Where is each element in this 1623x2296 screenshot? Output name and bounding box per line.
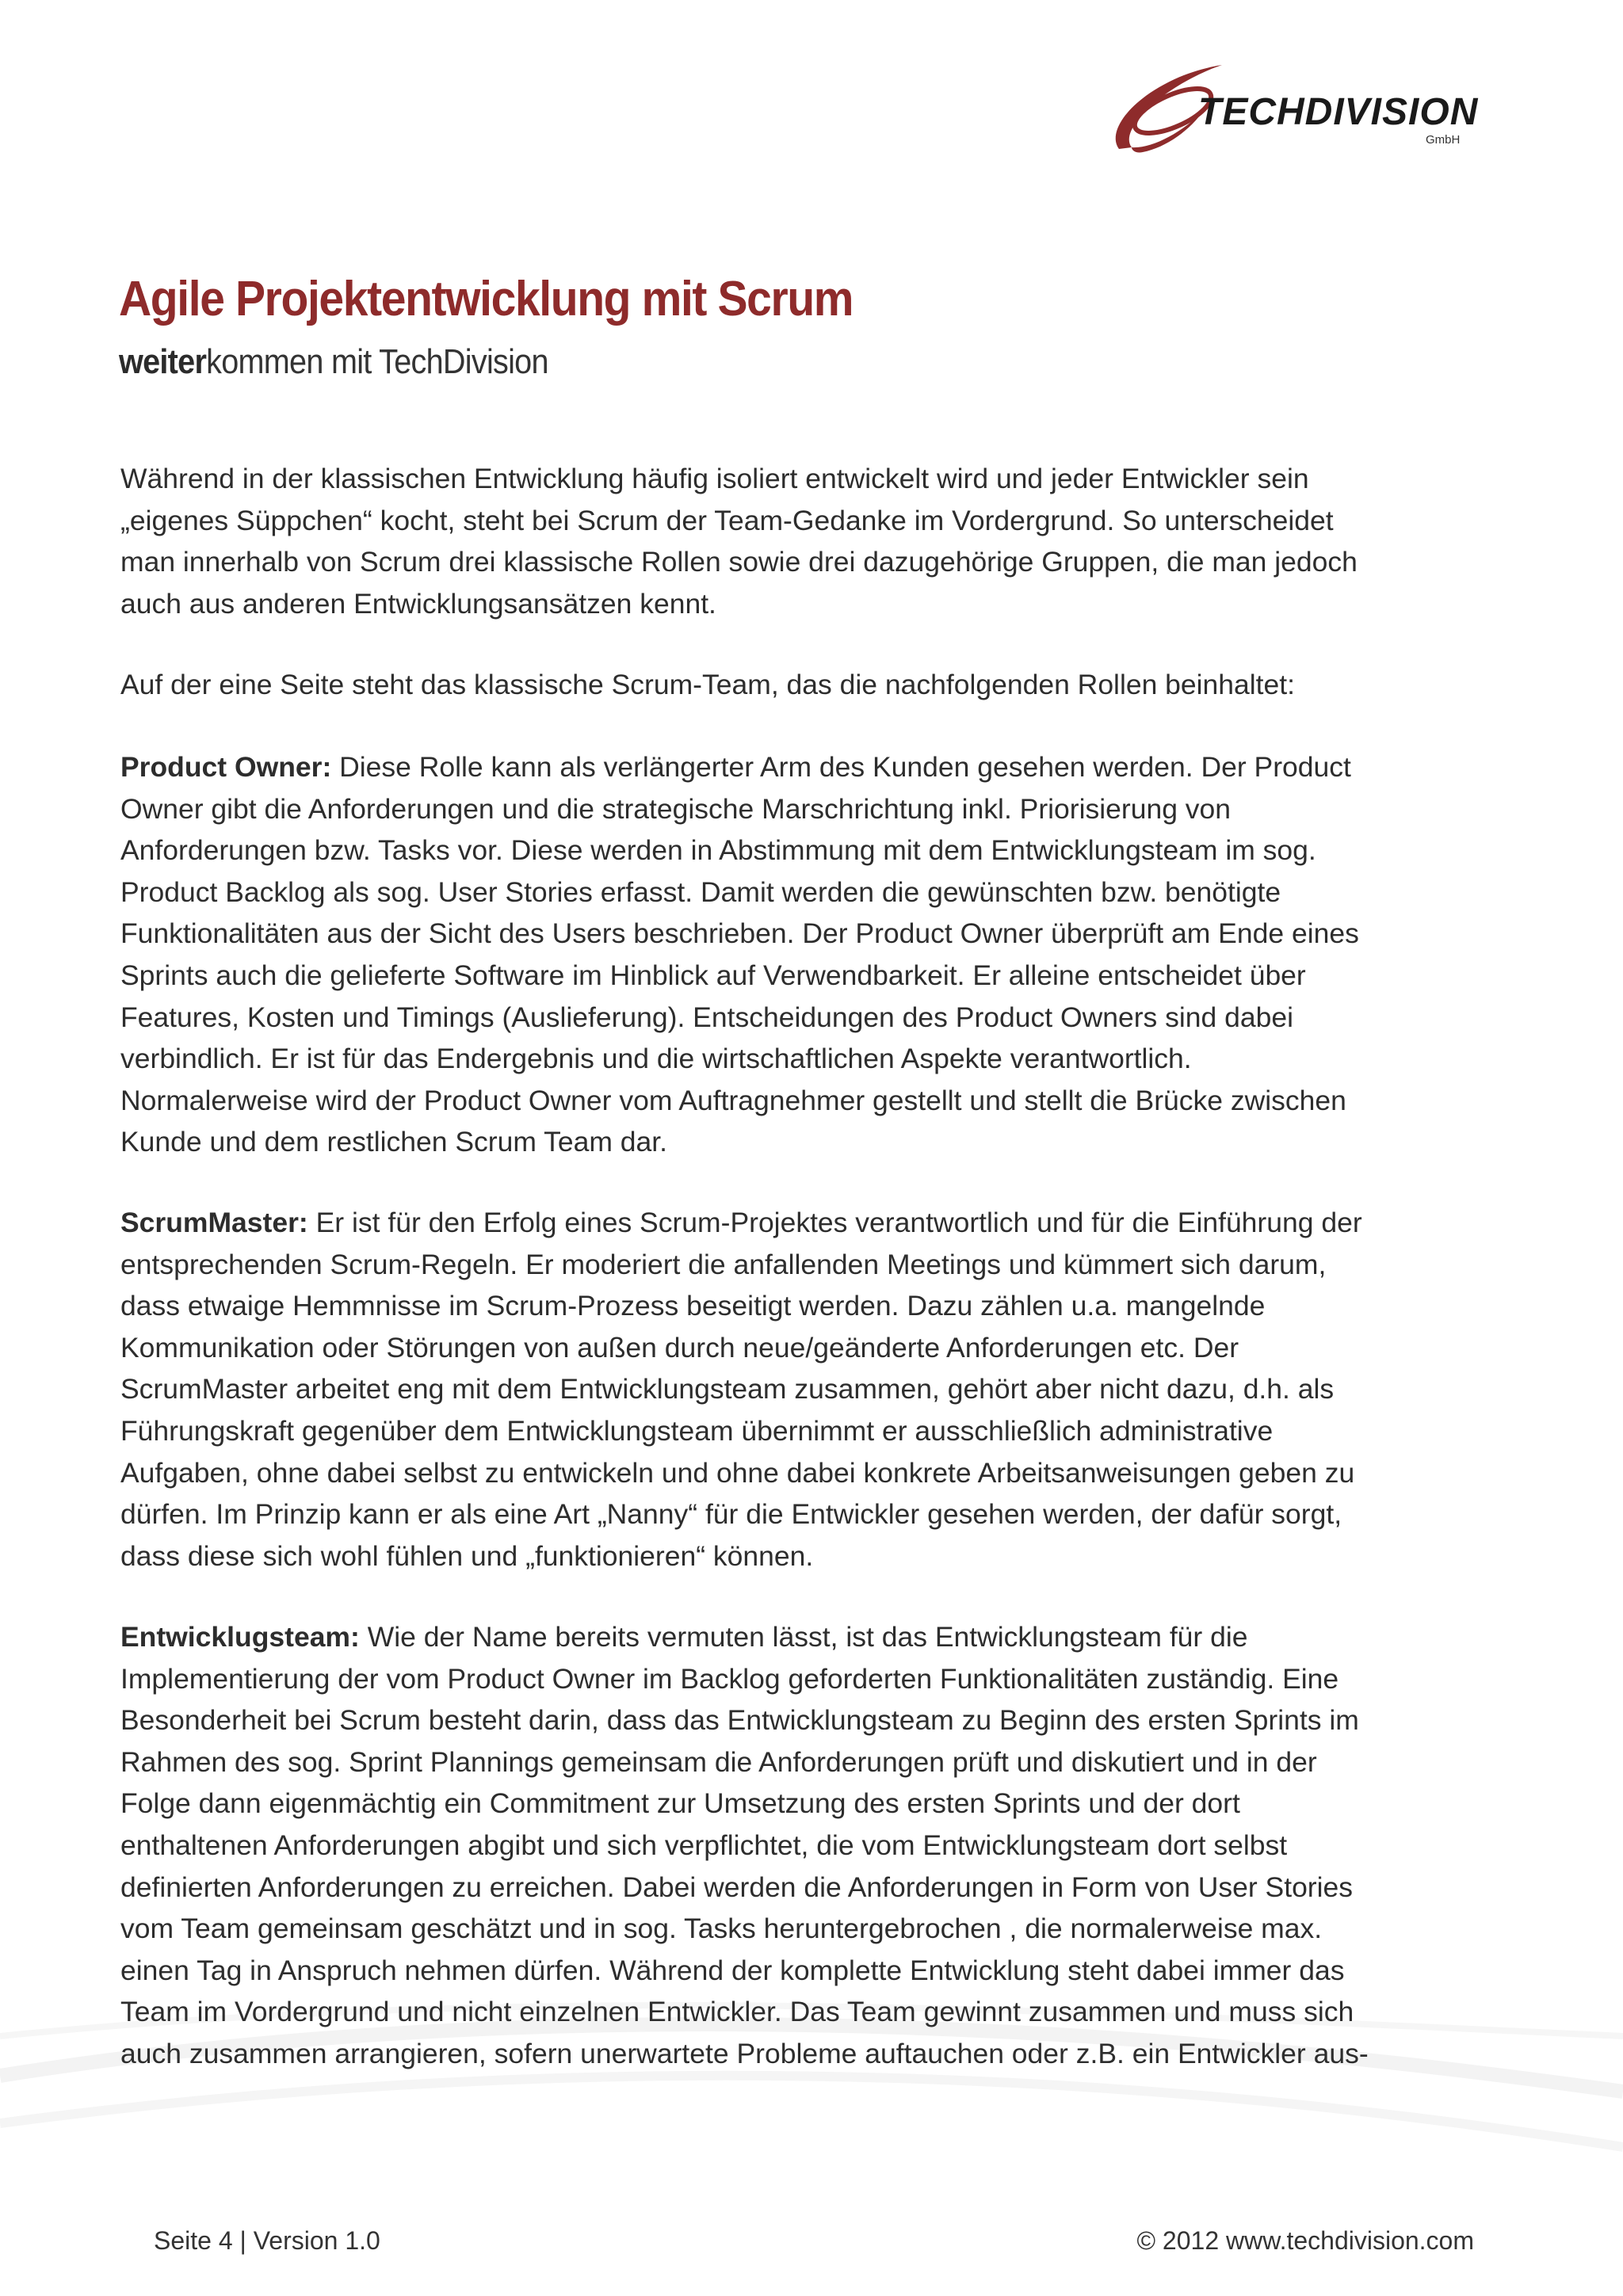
text-line: Rahmen des sog. Sprint Plannings gemeinsam die Anforderungen prüft und diskutiert und in der — [120, 1745, 1317, 1778]
text-line: Features, Kosten und Timings (Auslieferung). Entscheidungen des Product Owners sind dabei — [120, 1001, 1293, 1033]
role-label: Product Owner: — [120, 751, 332, 783]
logo-suffix: GmbH — [1426, 133, 1461, 147]
role-label: Entwicklugsteam: — [120, 1621, 360, 1653]
text-line: Team im Vordergrund und nicht einzelnen Entwickler. Das Team gewinnt zusammen und muss sich — [120, 1996, 1354, 2028]
text-line: Aufgaben, ohne dabei selbst zu entwickeln und ohne dabei konkrete Arbeitsanweisungen geben zu — [120, 1456, 1355, 1489]
text-line: man innerhalb von Scrum drei klassische Rollen sowie drei dazugehörige Gruppen, die man jedoch — [120, 546, 1358, 578]
text-line: „eigenes Süppchen“ kocht, steht bei Scrum der Team-Gedanke im Vordergrund. So unterscheidet — [120, 504, 1334, 536]
text-line: Führungskraft gegenüber dem Entwicklungsteam übernimmt er ausschließlich administrative — [120, 1414, 1274, 1447]
text-line: vom Team gemeinsam geschätzt und in sog. Tasks heruntergebrochen , die normalerweise max. — [120, 1913, 1323, 1945]
scrum-master-paragraph — [120, 1202, 1499, 1577]
role-intro-text: Er ist für den Erfolg eines Scrum-Projektes verantwortlich und für die Einführung der — [307, 1207, 1362, 1238]
text-line: Sprints auch die gelieferte Software im Hinblick auf Verwendbarkeit. Er alleine entscheidet über — [120, 959, 1306, 991]
text-line: ScrumMaster arbeitet eng mit dem Entwicklungsteam zusammen, gehört aber nicht dazu, d.h. als — [120, 1373, 1335, 1405]
role-label: ScrumMaster: — [120, 1207, 308, 1238]
text-line: dass etwaige Hemmnisse im Scrum-Prozess beseitigt werden. Dazu zählen u.a. mangelnde — [120, 1290, 1266, 1322]
text-line: Auf der eine Seite steht das klassische Scrum-Team, das die nachfolgenden Rollen beinhaltet: — [120, 669, 1296, 700]
text-line: verbindlich. Er ist für das Endergebnis und die wirtschaftlichen Aspekte verantwortlich. — [120, 1043, 1192, 1075]
text-line: dass diese sich wohl fühlen und „funktionieren“ können. — [120, 1539, 814, 1572]
text-line: Implementierung der vom Product Owner im Backlog geforderten Funktionalitäten zuständig. Eine — [120, 1662, 1339, 1695]
text-line: Owner gibt die Anforderungen und die strategische Marschrichtung inkl. Priorisierung von — [120, 792, 1232, 825]
text-line: Funktionalitäten aus der Sicht des Users beschrieben. Der Product Owner überprüft am Ende eines — [120, 917, 1359, 950]
footer-copyright: © 2012 www.techdivision.com — [1136, 2226, 1474, 2255]
text-line: Normalerweise wird der Product Owner vom Auftragnehmer gestellt und stellt die Brücke zwischen — [120, 1084, 1346, 1116]
role-intro-text: Wie der Name bereits vermuten lässt, ist das Entwicklungsteam für die — [359, 1621, 1248, 1653]
text-line: Kunde und dem restlichen Scrum Team dar. — [120, 1126, 667, 1158]
text-line: definierten Anforderungen zu erreichen. Dabei werden die Anforderungen in Form von User Stories — [120, 1871, 1354, 1903]
text-line: Besonderheit bei Scrum besteht darin, dass das Entwicklungsteam zu Beginn des ersten Sprints im — [120, 1704, 1359, 1737]
text-line: auch zusammen arrangieren, sofern unerwartete Probleme auftauchen oder z.B. ein Entwickler aus- — [120, 2037, 1369, 2069]
text-line: Product Backlog als sog. User Stories erfasst. Damit werden die gewünschten bzw. benötigte — [120, 875, 1281, 908]
intro-paragraph — [120, 458, 1499, 624]
product-owner-paragraph — [120, 746, 1499, 1163]
lead-paragraph — [120, 664, 1499, 706]
text-line — [120, 1202, 1499, 1244]
page-subtitle — [119, 342, 548, 382]
techdivision-logo — [1103, 62, 1484, 157]
text-line — [120, 1616, 1499, 1658]
footer-page-info: Seite 4 | Version 1.0 — [154, 2226, 380, 2255]
text-line: einen Tag in Anspruch nehmen dürfen. Während der komplette Entwicklung steht dabei immer das — [120, 1954, 1345, 1986]
dev-team-paragraph — [120, 1616, 1499, 2075]
text-line: entsprechenden Scrum-Regeln. Er moderiert die anfallenden Meetings und kümmert sich darum, — [120, 1248, 1327, 1280]
subtitle-rest: kommen mit TechDivision — [206, 342, 548, 381]
text-line: dürfen. Im Prinzip kann er als eine Art „Nanny“ für die Entwickler gesehen werden, der dafür sorgt, — [120, 1498, 1342, 1531]
text-line: Anforderungen bzw. Tasks vor. Diese werden in Abstimmung mit dem Entwicklungsteam im sog. — [120, 834, 1316, 867]
text-line: auch aus anderen Entwicklungsansätzen kennt. — [120, 587, 716, 620]
page-title: Agile Projektentwicklung mit Scrum — [119, 272, 854, 326]
text-line — [120, 746, 1499, 788]
logo-wordmark: TECHDIVISION — [1198, 91, 1479, 133]
text-line: Kommunikation oder Störungen von außen durch neue/geänderte Anforderungen etc. Der — [120, 1331, 1239, 1363]
text-line: Folge dann eigenmächtig ein Commitment zur Umsetzung des ersten Sprints und der dort — [120, 1787, 1240, 1820]
text-line: Während in der klassischen Entwicklung häufig isoliert entwickelt wird und jeder Entwickler sein — [120, 463, 1309, 494]
role-intro-text: Diese Rolle kann als verlängerter Arm des Kunden gesehen werden. Der Product — [331, 751, 1351, 783]
text-line: enthaltenen Anforderungen abgibt und sich verpflichtet, die vom Entwicklungsteam dort selbst — [120, 1829, 1288, 1861]
subtitle-bold: weiter — [119, 342, 207, 381]
